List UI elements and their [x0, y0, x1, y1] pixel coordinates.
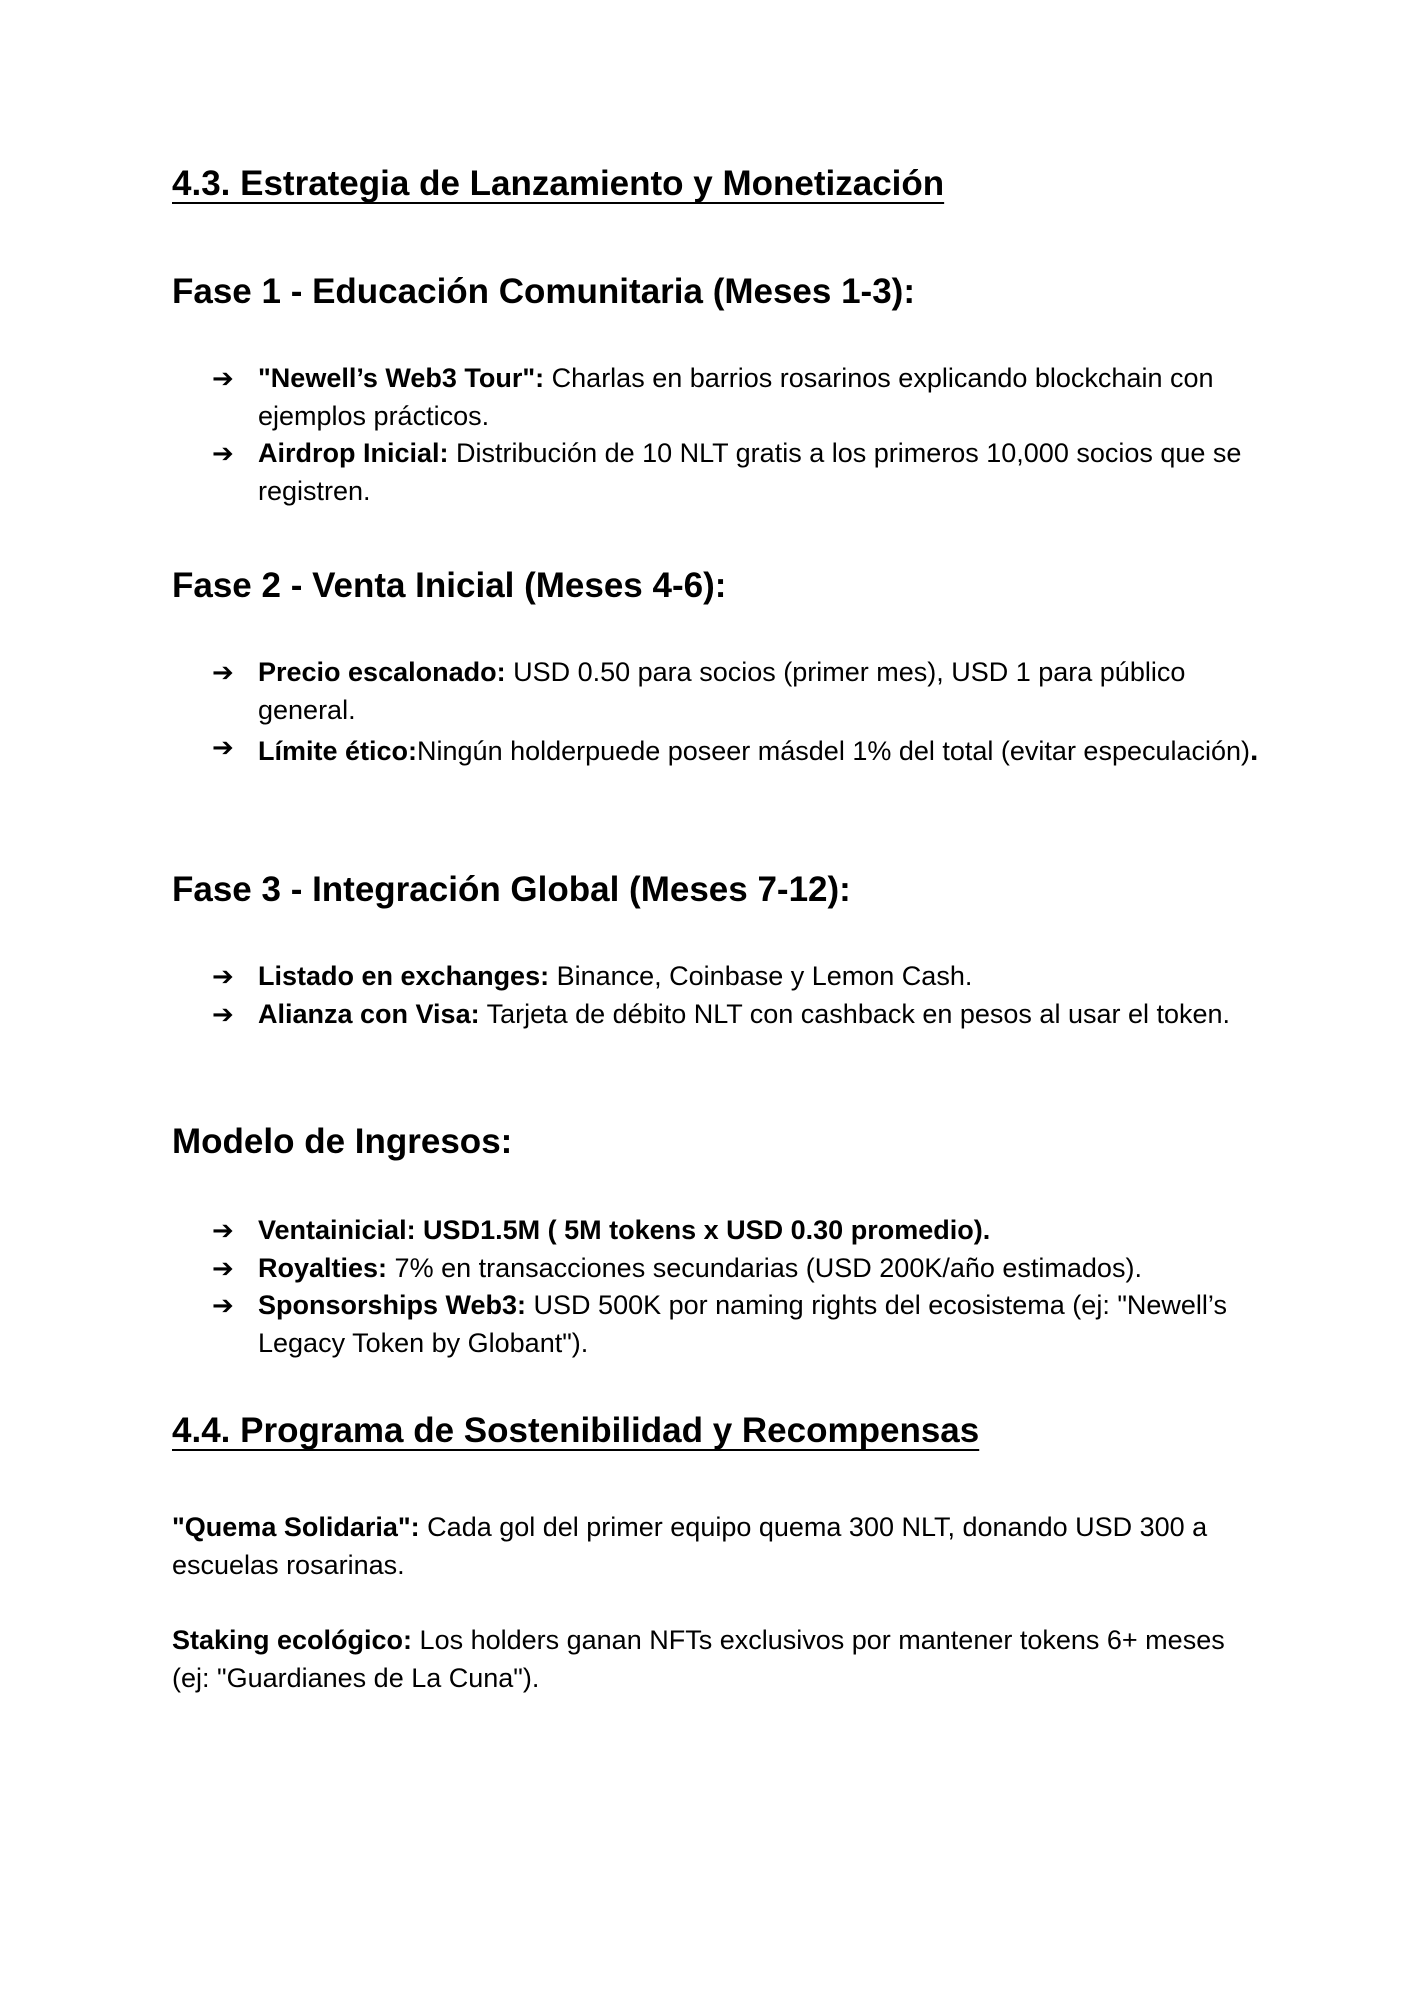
ingresos-list: [172, 1212, 1262, 1362]
list-item: [172, 1250, 1262, 1288]
item-text: Binance, Coinbase y Lemon Cash.: [549, 961, 973, 991]
fase-1-list: [172, 360, 1262, 510]
item-end-mark: .: [1250, 734, 1259, 767]
arrow-right-icon: ➔: [212, 1252, 234, 1283]
item-label: Sponsorships Web3:: [258, 1290, 527, 1320]
quema-solidaria-paragraph: [172, 1509, 1262, 1584]
list-item: [172, 654, 1262, 729]
arrow-right-icon: ➔: [212, 998, 234, 1029]
list-item: [172, 729, 1262, 773]
paragraph-text: Los holders ganan NFTs exclusivos por mantener tokens 6+ meses (ej: "Guardianes de La Cuna").: [172, 1625, 1225, 1693]
item-text: Tarjeta de débito NLT con cashback en pesos al usar el token.: [479, 998, 1231, 1029]
arrow-right-icon: ➔: [212, 961, 234, 991]
item-label: Precio escalonado:: [258, 657, 506, 687]
item-text: Distribución de 10 NLT gratis a los primeros 10,000 socios que se registren.: [258, 438, 1242, 506]
arrow-right-icon: ➔: [212, 1290, 234, 1320]
list-item: [172, 996, 1262, 1034]
arrow-right-icon: ➔: [212, 657, 234, 687]
arrow-right-icon: ➔: [212, 363, 234, 393]
list-item: [172, 435, 1262, 510]
paragraph-label: "Quema Solidaria":: [172, 1512, 420, 1542]
item-label: Listado en exchanges:: [258, 961, 550, 991]
item-label: Airdrop Inicial:: [258, 438, 449, 468]
item-label: Ventainicial: USD1.5M ( 5M tokens x USD 0.30 promedio).: [258, 1215, 991, 1245]
list-item: [172, 1287, 1262, 1362]
staking-ecologico-paragraph: [172, 1622, 1252, 1697]
fase-2-list: [172, 654, 1262, 773]
item-text: Ningún holderpuede poseer másdel 1% del total (evitar especulación): [417, 736, 1251, 766]
item-label: Alianza con Visa:: [258, 998, 480, 1029]
fase-2-heading: Fase 2 - Venta Inicial (Meses 4-6):: [172, 566, 727, 605]
list-item: [172, 1212, 1262, 1250]
arrow-right-icon: ➔: [212, 1215, 234, 1245]
list-item: [172, 958, 1262, 996]
fase-3-list: [172, 958, 1262, 1033]
list-item: [172, 360, 1262, 435]
item-label: Límite ético:: [258, 736, 418, 766]
item-label: "Newell’s Web3 Tour":: [258, 363, 545, 393]
item-text: USD 0.50 para socios (primer mes), USD 1 para público general.: [258, 657, 1186, 725]
fase-1-heading: Fase 1 - Educación Comunitaria (Meses 1-3):: [172, 272, 915, 311]
paragraph-label: Staking ecológico:: [172, 1625, 413, 1655]
paragraph-text: Cada gol del primer equipo quema 300 NLT, donando USD 300 a escuelas rosarinas.: [172, 1512, 1208, 1580]
item-text: USD 500K por naming rights del ecosistema (ej: "Newell’s Legacy Token by Globant").: [258, 1290, 1227, 1358]
item-text: Charlas en barrios rosarinos explicando blockchain con ejemplos prácticos.: [258, 363, 1214, 431]
ingresos-heading: Modelo de Ingresos:: [172, 1122, 513, 1161]
fase-3-heading: Fase 3 - Integración Global (Meses 7-12):: [172, 870, 851, 909]
arrow-right-icon: ➔: [212, 732, 234, 762]
item-text: 7% en transacciones secundarias (USD 200K/año estimados).: [387, 1252, 1142, 1283]
section-heading-4-4: 4.4. Programa de Sostenibilidad y Recompensas: [172, 1411, 980, 1450]
item-label: Royalties:: [258, 1252, 388, 1283]
section-heading-4-3: 4.3. Estrategia de Lanzamiento y Monetización: [172, 164, 945, 203]
arrow-right-icon: ➔: [212, 438, 234, 468]
